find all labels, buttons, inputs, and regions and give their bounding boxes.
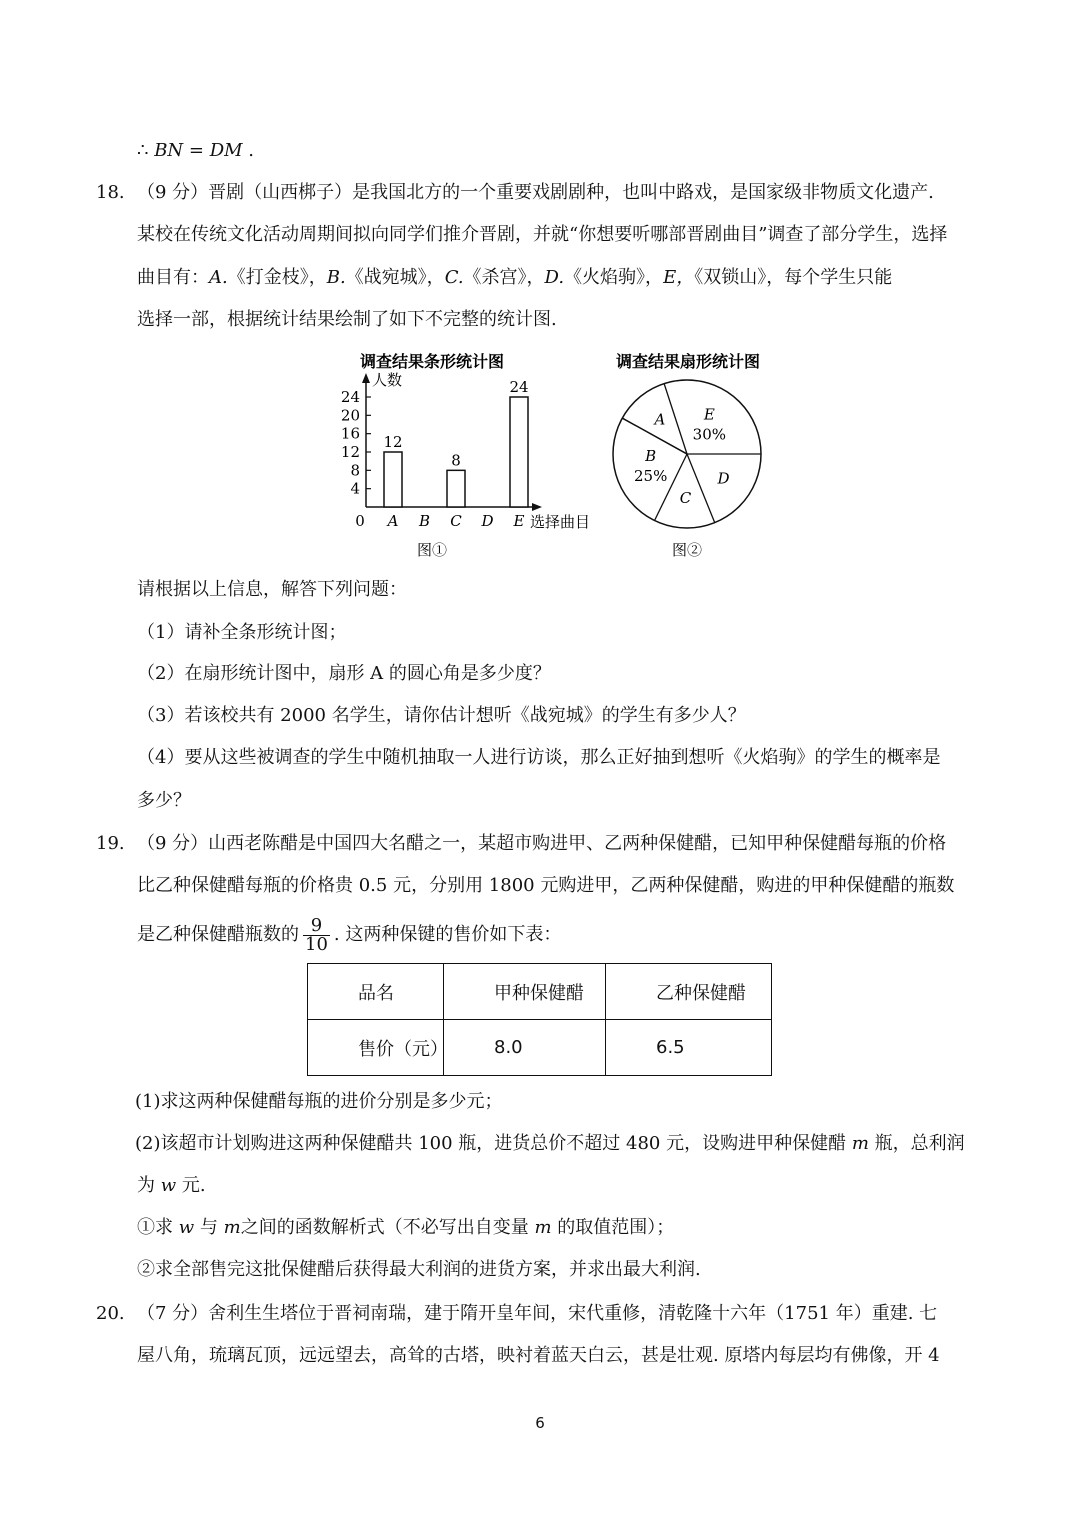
q19-part2c-text-b: 元. [181,1175,206,1196]
y-tick-label: 4 [350,479,360,498]
variable-m: m [534,1217,552,1238]
fraction-denominator: 10 [305,933,328,955]
pie-slice-label: D [717,469,730,488]
q19-line-1: （9 分）山西老陈醋是中国四大名醋之一，某超市购进甲、乙两种保健醋，已知甲种保健醋每瓶的价格 [137,833,947,854]
table-cell: 6.5 [606,1020,772,1076]
option-d-name: 《火焰驹》， [564,267,664,288]
fraction-numerator: 9 [303,917,330,936]
table-header-cell: 乙种保健醋 [606,964,772,1020]
bar-value-label: 12 [383,433,403,451]
table-row [308,1020,772,1076]
q18-line3-prefix: 曲目有： [137,267,209,288]
question-18-number: 18. [96,182,125,203]
q19-sub1-text-a: ①求 [137,1217,173,1238]
q19-part-2 [135,1132,965,1156]
pie-chart-caption: 图② [671,541,703,559]
option-d-letter: D. [544,267,565,288]
x-tick-label: C [450,512,462,530]
y-tick-label: 8 [350,461,360,480]
table-cell: 售价（元） [308,1020,444,1076]
option-c-letter: C. [444,267,464,288]
q20-line-1: （7 分）舍利生生塔位于晋祠南瑞，建于隋开皇年间，宋代重修，清乾隆十六年（1751 年）重建. 七 [137,1303,938,1324]
q18-line-1: （9 分）晋剧（山西梆子）是我国北方的一个重要戏剧剧种，也叫中路戏，是国家级非物质文化遗产. [137,182,934,203]
q18-line3-suffix: 每个学生只能 [784,267,893,288]
variable-w: w [160,1175,177,1196]
table-header-cell: 甲种保健醋 [444,964,606,1020]
statistics-figures [320,345,800,565]
option-e-letter: E， [663,267,695,288]
q19-part2c-text-a: 为 [137,1175,155,1196]
origin-label: 0 [355,512,365,530]
q19-part-1: (1)求这两种保健醋每瓶的进价分别是多少元； [135,1091,503,1112]
x-tick-label: A [387,512,399,530]
pie-slice-label: C [679,488,692,507]
q18-sub-1: （1）请补全条形统计图； [137,622,347,643]
x-axis-label: 选择曲目 [530,513,591,531]
q18-sub-2: （2）在扇形统计图中，扇形 A 的圆心角是多少度？ [137,663,551,684]
q19-line3-suffix: . 这两种保键的售价如下表： [333,924,562,945]
bar [447,470,465,507]
q19-line3-prefix: 是乙种保健醋瓶数的 [137,924,299,945]
q20-line-2: 屋八角，琉璃瓦顶，远远望去，高耸的古塔，映衬着蓝天白云，甚是壮观. 原塔内每层均有佛像，开 4 [137,1345,940,1366]
q19-part2-text-a: (2)该超市计划购进这两种保健醋共 100 瓶，进货总价不超过 480 元，设购进甲种保健醋 [135,1133,847,1154]
y-tick-label: 12 [340,443,360,461]
option-c-name: 《杀宫》， [463,267,545,288]
price-table [307,963,772,1076]
y-tick-label: 24 [340,388,360,406]
pie-slice-label: E [703,405,715,424]
q19-line-3 [137,912,561,958]
variable-m: m [851,1133,869,1154]
option-b-letter: B. [326,267,346,288]
pie-slice-percent: 30% [692,425,727,444]
q18-ask: 请根据以上信息，解答下列问题： [137,579,407,600]
pie-slice-label: B [645,447,657,466]
bar-chart [341,352,590,559]
bar-value-label: 24 [509,378,529,396]
q18-line-3 [137,266,892,290]
period: . [248,140,255,161]
q18-sub-4: （4）要从这些被调查的学生中随机抽取一人进行访谈，那么正好抽到想听《火焰驹》的学生的概率是 [137,747,941,768]
question-20-number: 20. [96,1303,125,1324]
x-tick-label: D [481,512,494,530]
pie-chart [613,352,761,559]
bar [384,452,402,507]
bar [510,397,528,507]
pie-slice-label: A [654,410,666,429]
table-header-row [308,964,772,1020]
previous-conclusion [137,139,254,163]
q19-sub1-text-b: 与 [199,1217,218,1238]
q19-line-2: 比乙种保健醋每瓶的价格贵 0.5 元，分别用 1800 元购进甲，乙两种保健醋，购进的甲种保健醋的瓶数 [137,875,955,896]
table-cell: 8.0 [444,1020,606,1076]
q19-part2-text-b: 瓶，总利润 [874,1133,965,1154]
bar-chart-caption: 图① [416,541,448,559]
table-header-cell: 品名 [308,964,444,1020]
option-a-letter: A. [209,267,228,288]
q19-sub1-text-c: 之间的函数解析式（不必写出自变量 [240,1217,529,1238]
pie-slice-percent: 25% [633,467,668,486]
equation: BN = DM [154,140,243,161]
x-tick-label: E [513,512,525,530]
x-axis-arrow [532,503,542,511]
y-tick-label: 20 [340,406,360,425]
q19-sub1-text-d: 的取值范围）； [557,1217,675,1238]
therefore-symbol: ∴ [137,140,149,161]
q18-sub-3: （3）若该校共有 2000 名学生，请你估计想听《战宛城》的学生有多少人？ [137,705,746,726]
question-19-number: 19. [96,833,125,854]
q19-sub-2: ②求全部售完这批保健醋后获得最大利润的进货方案，并求出最大利润. [137,1259,701,1280]
q18-line-4: 选择一部，根据统计结果绘制了如下不完整的统计图. [137,309,557,330]
bar-value-label: 8 [451,451,461,470]
q19-part-2-cont [137,1174,206,1198]
variable-w: w [178,1217,195,1238]
pie-chart-title: 调查结果扇形统计图 [615,352,761,371]
bar-chart-title: 调查结果条形统计图 [359,352,505,371]
option-e-name: 《双锁山》， [694,267,785,288]
x-tick-label: B [418,512,431,530]
q19-sub-1 [137,1216,674,1240]
pie-slice-boundary [655,454,687,521]
y-tick-label: 16 [340,424,360,443]
fraction [303,914,330,955]
y-axis-label: 人数 [372,371,403,389]
option-a-name: 《打金枝》， [227,267,327,288]
page-number: 6 [535,1414,545,1432]
q18-line-2: 某校在传统文化活动周期间拟向同学们推介晋剧，并就“你想要听哪部晋剧曲目”调查了部分学生，选择 [137,224,948,245]
y-axis-arrow [362,373,370,383]
q18-sub-4-cont: 多少？ [137,790,191,811]
option-b-name: 《战宛城》， [345,267,445,288]
variable-m: m [223,1217,241,1238]
